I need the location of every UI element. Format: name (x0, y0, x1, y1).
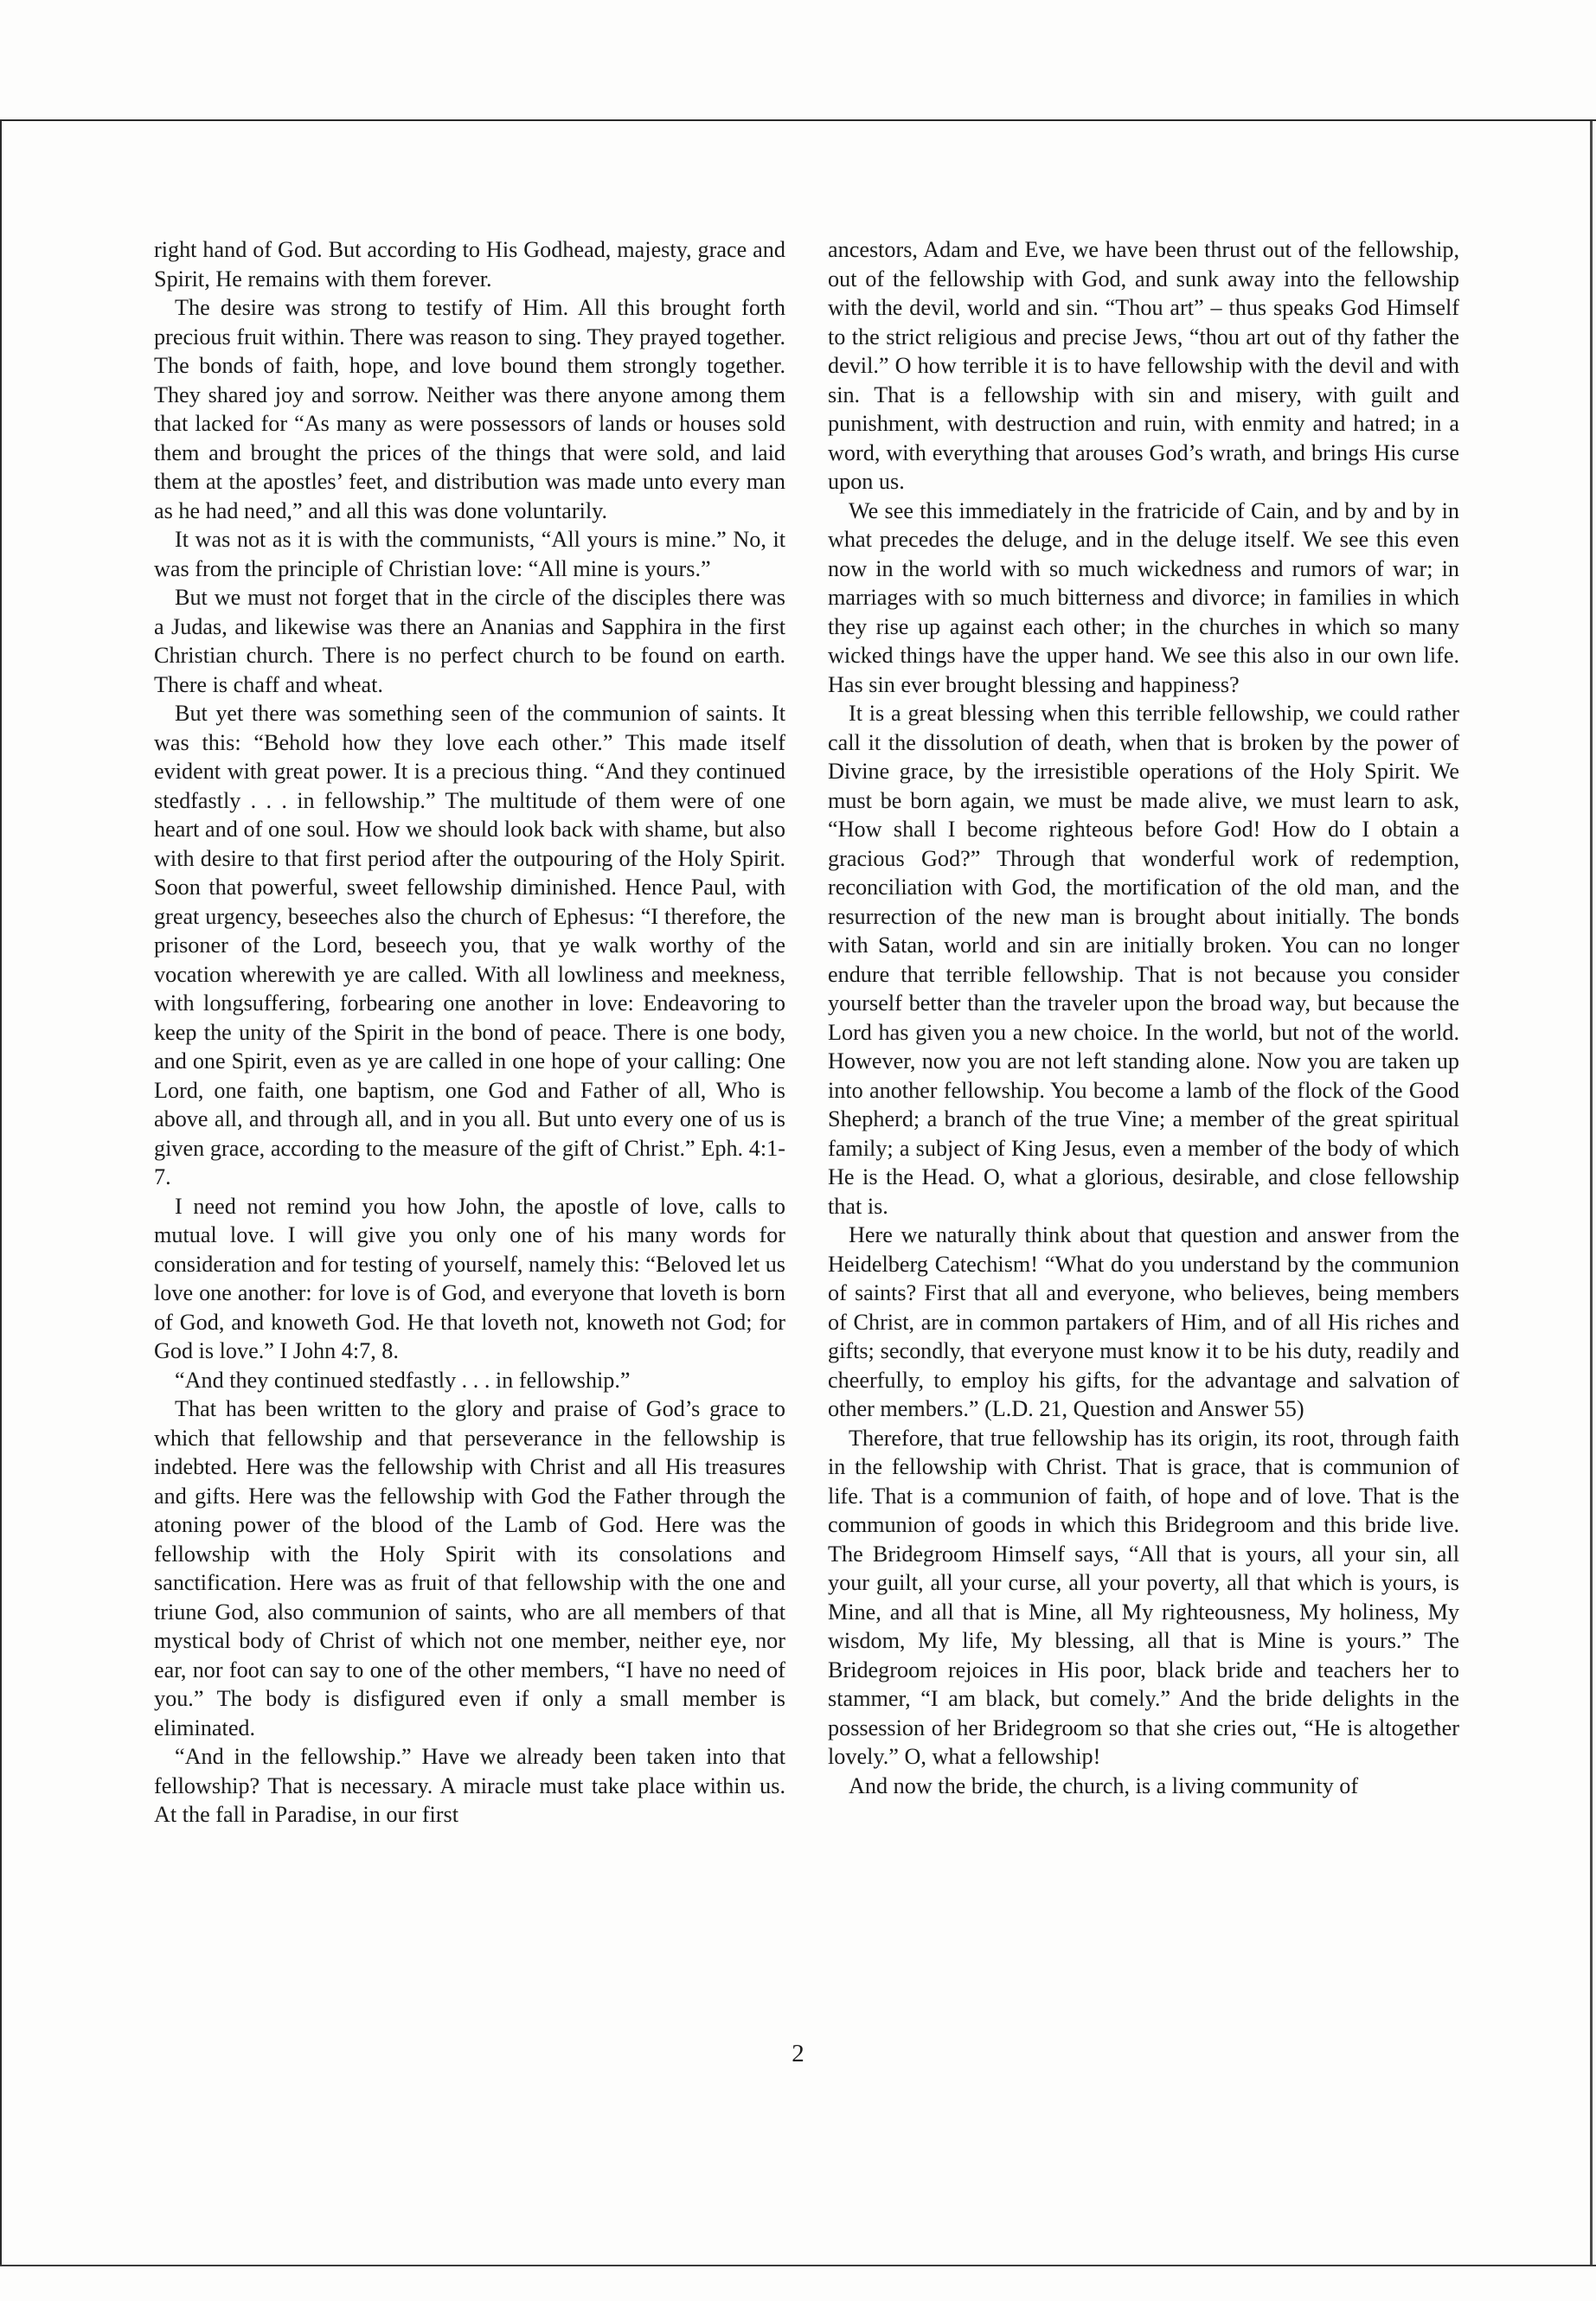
paragraph: “And they continued stedfastly . . . in fellowship.” (175, 1367, 631, 1393)
scan-border-left (0, 121, 2, 2266)
paragraph: That has been written to the glory and praise of God’s grace to which that fellowship and that perseverance in the fellowship is indebted. Here was the fellowship with Christ and all His treasures and gifts. Here was the fellowship with God the Father through the atoning power of the blood of the Lamb of God. Here was the fellowship with the Holy Spirit with its consolations and sanctification. Here was as fruit of that fellowship with the one and triune God, also communion of saints, who are all members of that mystical body of Christ of which not one member, neither eye, nor ear, nor foot can say to one of the other members, “I have no need of you.” The body is disfigured even if only a small member is eliminated. (154, 1396, 785, 1740)
paragraph: It was not as it is with the communists, “All yours is mine.” No, it was from the principle of Christian love: “All mine is yours.” (154, 527, 785, 581)
paragraph: We see this immediately in the fratricide of Cain, and by and by in what precedes the deluge, and in the deluge itself. We see this even now in the world with so much wickedness and rumors of war; in marriages with so much bitterness and divorce; in families in which they rise up against each other; in the churches in which so many wicked things have the upper hand. We see this also in our own life. Has sin ever brought blessing and happiness? (828, 497, 1459, 697)
paragraph: I need not remind you how John, the apostle of love, calls to mutual love. I will give you only one of his many words for consideration and for testing of yourself, namely this: “Beloved let us love one another: for love is of God, and everyone that loveth is born of God, and knoweth God. He that loveth not, knoweth not God; for God is love.” I John 4:7, 8. (154, 1193, 785, 1363)
paragraph: It is a great blessing when this terrible fellowship, we could rather call it the dissolution of death, when that is broken by the power of Divine grace, by the irresistible operations of the Holy Spirit. We must be born again, we must be made alive, we must learn to ask, “How shall I become righteous before God! How do I obtain a gracious God?” Through that wonderful work of redemption, reconciliation with God, the mortification of the old man, and the resurrection of the new man is brought about initially. The bonds with Satan, world and sin are initially broken. You can no longer endure that terrible fellowship. That is not because you consider yourself better than the traveler upon the broad way, but because the Lord has given you a new choice. In the world, but not of the world. However, now you are not left standing alone. Now you are taken up into another fellowship. You become a lamb of the flock of the Good Shepherd; a branch of the true Vine; a member of the great spiritual family; a subject of King Jesus, even a member of the body of which He is the Head. O, what a glorious, desirable, and close fellowship that is. (828, 701, 1459, 1219)
paragraph: And now the bride, the church, is a living community of (849, 1772, 1359, 1798)
right-column (828, 235, 1459, 1800)
paragraph: The desire was strong to testify of Him. All this brought forth precious fruit within. There was reason to sing. They prayed together. The bonds of faith, hope, and love bound them strongly together. They shared joy and sorrow. Neither was there anyone among them that lacked for “As many as were possessors of lands or houses sold them and brought the prices of the things that were sold, and laid them at the apostles’ feet, and distribution was made unto every man as he had need,” and all this was done voluntarily. (154, 295, 785, 523)
page-number: 2 (792, 2040, 804, 2067)
paragraph: Therefore, that true fellowship has its origin, its root, through faith in the fellowship with Christ. That is grace, that is communion of life. That is a communion of faith, of hope and of love. That is the communion of goods in which this Bridegroom and this bride live. The Bridegroom Himself says, “All that is yours, all your sin, all your guilt, all your curse, all your poverty, all that which is yours, is Mine, and all that is Mine, all My righteousness, My holiness, My wisdom, My life, My blessing, all that is Mine is yours.” The Bridegroom rejoices in His poor, black bride and teachers her to stammer, “I am black, but comely.” And the bride delights in the possession of her Bridegroom so that she cries out, “He is altogether lovely.” O, what a fellowship! (828, 1425, 1459, 1769)
scan-border-bottom (0, 2265, 1596, 2266)
paragraph: But we must not forget that in the circle of the disciples there was a Judas, and likewise was there an Ananias and Sapphira in the first Christian church. There is no perfect church to be found on earth. There is chaff and wheat. (154, 585, 785, 697)
paragraph: ancestors, Adam and Eve, we have been thrust out of the fellowship, out of the fellowship with God, and sunk away into the fellowship with the devil, world and sin. “Thou art” – thus speaks God Himself to the strict religious and precise Jews, “thou art out of thy father the devil.” O how terrible it is to have fellowship with the devil and with sin. That is a fellowship with sin and misery, with guilt and punishment, with destruction and ruin, with enmity and hatred; in a word, with everything that arouses God’s wrath, and brings His curse upon us. (828, 237, 1459, 494)
left-column (154, 235, 785, 1830)
paragraph: right hand of God. But according to His Godhead, majesty, grace and Spirit, He remains with them forever. (154, 237, 785, 292)
paragraph: Here we naturally think about that question and answer from the Heidelberg Catechism! “What do you understand by the communion of saints? First that all and everyone, who believes, being members of Christ, are in common partakers of Him, and of all His riches and gifts; secondly, that everyone must know it to be his duty, readily and cheerfully, to employ his gifts, for the advantage and salvation of other members.” (L.D. 21, Question and Answer 55) (828, 1222, 1459, 1421)
paragraph: But yet there was something seen of the communion of saints. It was this: “Behold how they love each other.” This made itself evident with great power. It is a precious thing. “And they continued stedfastly . . . in fellowship.” The multitude of them were of one heart and of one soul. How we should look back with shame, but also with desire to that first period after the outpouring of the Holy Spirit. Soon that powerful, sweet fellowship diminished. Hence Paul, with great urgency, beseeches also the church of Ephesus: “I therefore, the prisoner of the Lord, beseech you, that ye walk worthy of the vocation wherewith ye are called. With all lowliness and meekness, with longsuffering, forbearing one another in love: Endeavoring to keep the unity of the Spirit in the bond of peace. There is one body, and one Spirit, even as ye are called in one hope of your calling: One Lord, one faith, one baptism, one God and Father of all, Who is above all, and through all, and in you all. But unto every one of us is given grace, according to the measure of the gift of Christ.” Eph. 4:1-7. (154, 701, 785, 1189)
scan-border-top (0, 119, 1596, 121)
paragraph: “And in the fellowship.” Have we already been taken into that fellowship? That is necessary. A miracle must take place within us. At the fall in Paradise, in our first (154, 1744, 785, 1827)
scan-border-right (1590, 121, 1593, 2265)
